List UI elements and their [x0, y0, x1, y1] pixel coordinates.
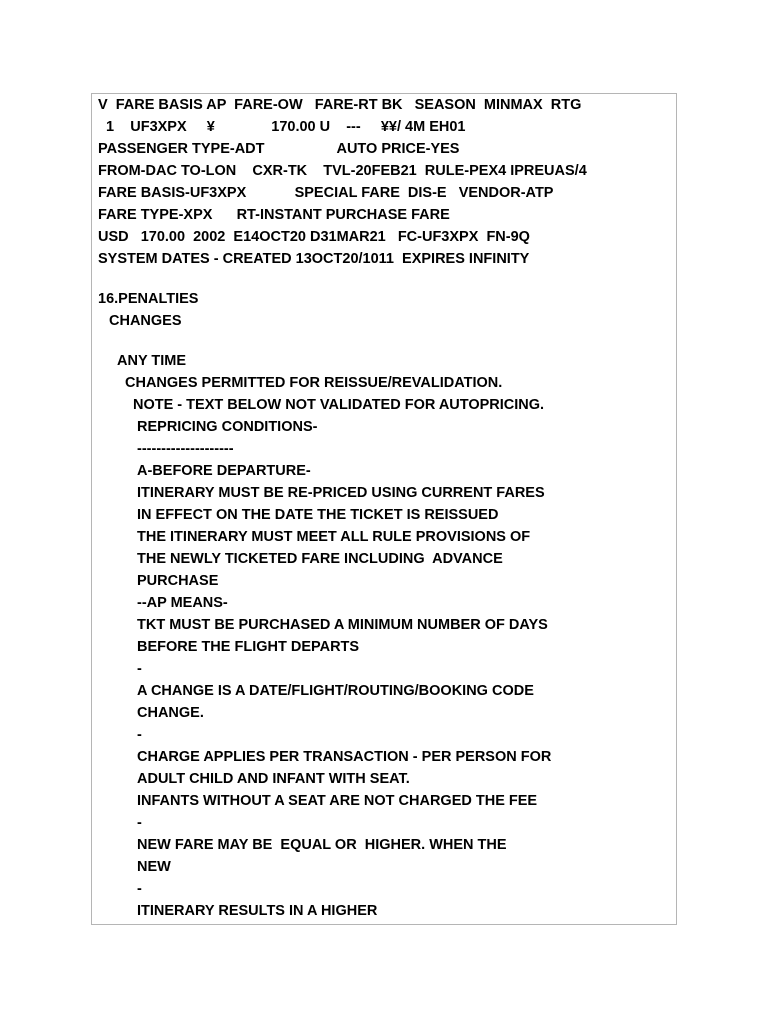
- rule-text-line: CHARGE APPLIES PER TRANSACTION - PER PERSON FOR: [137, 749, 552, 765]
- passenger-type-line: PASSENGER TYPE-ADT AUTO PRICE-YES: [98, 141, 460, 157]
- rule-text-line: -: [137, 661, 142, 677]
- rule-text-line: BEFORE THE FLIGHT DEPARTS: [137, 639, 360, 655]
- route-carrier-line: FROM-DAC TO-LON CXR-TK TVL-20FEB21 RULE-PEX4 IPREUAS/4: [98, 163, 587, 179]
- rule-text-line: ITINERARY MUST BE RE-PRICED USING CURRENT FARES: [137, 485, 545, 501]
- repricing-conditions-line: REPRICING CONDITIONS-: [137, 419, 318, 435]
- rule-text-line: IN EFFECT ON THE DATE THE TICKET IS REISSUED: [137, 507, 499, 523]
- rule-text-line: TKT MUST BE PURCHASED A MINIMUM NUMBER OF DAYS: [137, 617, 548, 633]
- rule-text-line: NEW FARE MAY BE EQUAL OR HIGHER. WHEN THE: [137, 837, 507, 853]
- changes-permitted-line: CHANGES PERMITTED FOR REISSUE/REVALIDATION.: [125, 375, 503, 391]
- rule-text-line: --AP MEANS-: [137, 595, 228, 611]
- rule-text-line: NEW: [137, 859, 171, 875]
- rule-text-line: -: [137, 881, 142, 897]
- penalties-title: 16.PENALTIES: [98, 291, 199, 307]
- fare-rule-document: [91, 93, 677, 925]
- rule-text-line: THE ITINERARY MUST MEET ALL RULE PROVISIONS OF: [137, 529, 531, 545]
- fare-amount-line: USD 170.00 2002 E14OCT20 D31MAR21 FC-UF3XPX FN-9Q: [98, 229, 530, 245]
- rule-text-line: THE NEWLY TICKETED FARE INCLUDING ADVANCE: [137, 551, 503, 567]
- rule-text-line: -: [137, 815, 142, 831]
- rule-text-line: CHANGE.: [137, 705, 204, 721]
- fare-header-columns: V FARE BASIS AP FARE-OW FARE-RT BK SEASON MINMAX RTG: [98, 97, 582, 113]
- fare-row-1: 1 UF3XPX ¥ 170.00 U --- ¥¥/ 4M EH01: [98, 119, 466, 135]
- note-line: NOTE - TEXT BELOW NOT VALIDATED FOR AUTOPRICING.: [133, 397, 545, 413]
- rule-text-line: ITINERARY RESULTS IN A HIGHER: [137, 903, 378, 919]
- divider-dashes: --------------------: [137, 441, 234, 457]
- changes-heading: CHANGES: [109, 313, 182, 329]
- fare-basis-line: FARE BASIS-UF3XPX SPECIAL FARE DIS-E VENDOR-ATP: [98, 185, 554, 201]
- before-departure-heading: A-BEFORE DEPARTURE-: [137, 463, 311, 479]
- fare-type-line: FARE TYPE-XPX RT-INSTANT PURCHASE FARE: [98, 207, 450, 223]
- rule-text-line: A CHANGE IS A DATE/FLIGHT/ROUTING/BOOKING CODE: [137, 683, 534, 699]
- rule-text-line: INFANTS WITHOUT A SEAT ARE NOT CHARGED THE FEE: [137, 793, 538, 809]
- rule-text-line: PURCHASE: [137, 573, 219, 589]
- rule-text-line: -: [137, 727, 142, 743]
- system-dates-line: SYSTEM DATES - CREATED 13OCT20/1011 EXPIRES INFINITY: [98, 251, 530, 267]
- rule-text-line: ADULT CHILD AND INFANT WITH SEAT.: [137, 771, 410, 787]
- any-time-heading: ANY TIME: [117, 353, 187, 369]
